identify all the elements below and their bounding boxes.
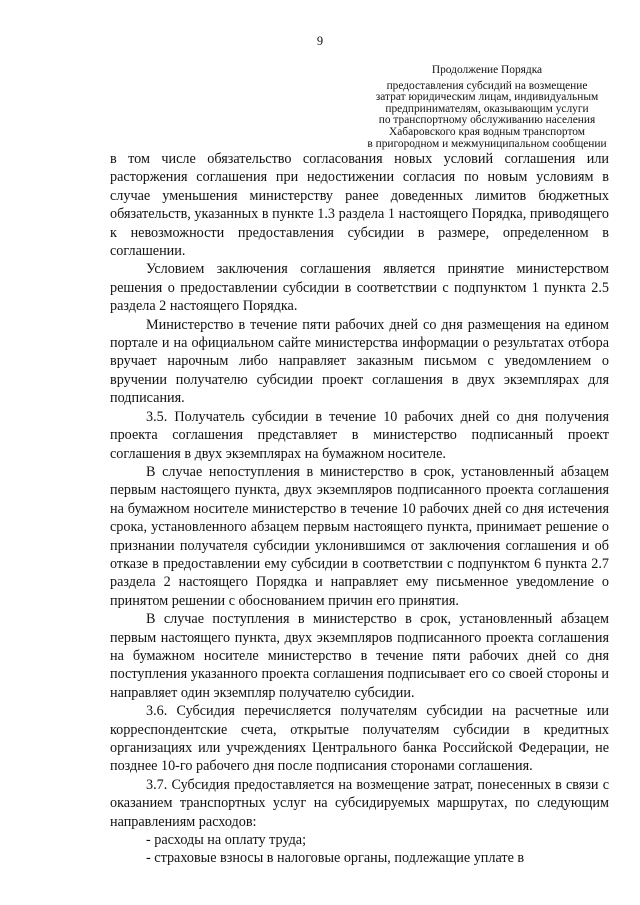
paragraph-3-5: 3.5. Получатель субсидии в течение 10 рабочих дней со дня получения проекта соглашения представляет в министерство подписанный проект соглашения в двух экземплярах на бумажном носителе. xyxy=(110,408,609,462)
page-number: 9 xyxy=(316,34,324,48)
paragraph-3-6: 3.6. Субсидия перечисляется получателям субсидии на расчетные или корреспондентские счета, открытые получателям субсидии в кредитных организациях или учреждениях Центрального банка Российской Федерации, не позднее 10-го рабочего дня после подписания сторонами соглашения. xyxy=(110,703,609,775)
paragraph-continuation: в том числе обязательство согласования новых условий соглашения или расторжения соглашения при недостижении согласия по новым условиям в случае уменьшения министерству ранее доведенных лимитов бюджетных обязательств, указанных в пункте 1.3 раздела 1 настоящего Порядка, приводящего к невозможности предоставления субсидии в размере, определенном в соглашении. xyxy=(110,151,609,260)
header-line: предпринимателям, оказывающим услуги xyxy=(385,102,589,115)
paragraph-3-7: 3.7. Субсидия предоставляется на возмещение затрат, понесенных в связи с оказанием транспортных услуг на субсидируемых маршрутах, по следующим направлениям расходов: xyxy=(110,776,609,830)
document-header xyxy=(346,65,628,150)
paragraph: В случае поступления в министерство в срок, установленный абзацем первым настоящего пункта, двух экземпляров подписанного проекта соглашения на бумажном носителе министерство в течение пяти рабочих дней со дня поступления указанного проекта соглашения подписывает его со своей стороны и направляет один экземпляр получателю субсидии. xyxy=(110,611,609,701)
header-line: предоставления субсидий на возмещение xyxy=(386,79,588,92)
list-item: - страховые взносы в налоговые органы, подлежащие уплате в xyxy=(146,850,525,867)
header-line: в пригородном и межмуниципальном сообщении xyxy=(367,137,607,150)
header-line: по транспортному обслуживанию населения xyxy=(378,114,596,127)
list-item: - расходы на оплату труда; xyxy=(146,832,307,849)
document-body xyxy=(110,150,609,868)
header-line: затрат юридическим лицам, индивидуальным xyxy=(375,91,599,104)
header-title: Продолжение Порядка xyxy=(431,64,543,76)
header-line: Хабаровского края водным транспортом xyxy=(389,125,585,138)
paragraph: Условием заключения соглашения является принятие министерством решения о предоставлении субсидии в соответствии с подпунктом 1 пункта 2.5 раздела 2 настоящего Порядка. xyxy=(110,261,609,315)
paragraph: Министерство в течение пяти рабочих дней со дня размещения на едином портале и на официальном сайте министерства информации о результатах отбора вручает нарочным либо направляет заказным письмом с уведомлением о вручении получателю субсидии проект соглашения в двух экземплярах для подписания. xyxy=(110,316,609,407)
paragraph: В случае непоступления в министерство в срок, установленный абзацем первым настоящего пункта, двух экземпляров подписанного проекта соглашения на бумажном носителе министерство в течение 10 рабочих дней со дня истечения срока, установленного абзацем первым настоящего пункта, принимает решение о признании получателя субсидии уклонившимся от заключения соглашения и об отказе в предоставлении ему субсидии в соответствии с подпунктом 6 пункта 2.7 раздела 2 настоящего Порядка и направляет ему письменное уведомление о принятом решении с обоснованием причин его принятия. xyxy=(110,463,609,609)
